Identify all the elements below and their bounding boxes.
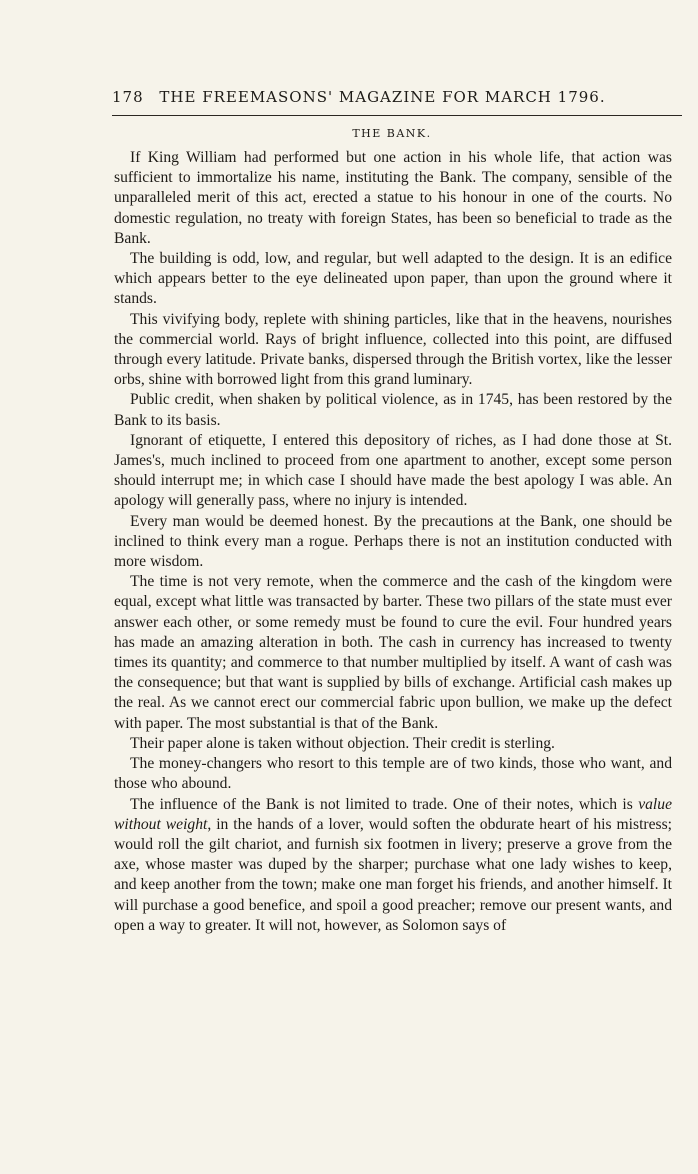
header-rule xyxy=(112,115,682,116)
paragraph: If King William had performed but one action in his whole life, that action was sufficient to immortalize his name, instituting the Bank. The company, sensible of the unparalleled merit of this act, erected a statue to his honour in one of the courts. No domestic regulation, no treaty with foreign States, has been so beneficial to trade as the Bank. xyxy=(114,149,672,247)
magazine-title: THE FREEMASONS' MAGAZINE FOR MARCH 1796. xyxy=(159,88,606,106)
paragraph: Public credit, when shaken by political violence, as in 1745, has been restored by the Bank to its basis. xyxy=(114,391,672,429)
article-body xyxy=(114,148,672,936)
paragraph: This vivifying body, replete with shining particles, like that in the heavens, nourishes the commercial world. Rays of bright influence, collected into this point, are diffused through every latitude. Private banks, dispersed through the British vortex, like the lesser orbs, shine with borrowed light from this grand luminary. xyxy=(114,310,672,389)
page-number: 178 xyxy=(112,88,144,106)
paragraph-text: The influence of the Bank is not limited to trade. One of their notes, which is xyxy=(130,795,639,813)
paragraph-text: , in the hands of a lover, would soften the obdurate heart of his mistress; would roll the gilt chariot, and furnish six footmen in livery; preserve a grove from the axe, whose master was duped by the sharper; purchase what one lady wishes to keep, and keep another from the town; make one man forget his friends, and another himself. It will purchase a good benefice, and spoil a good preacher; remove our present wants, and open a way to greater. It will not, however, as Solomon says of xyxy=(114,815,672,934)
paragraph: Their paper alone is taken without objection. Their credit is sterling. xyxy=(130,734,555,752)
article-heading: THE BANK. xyxy=(352,127,432,140)
paragraph: Ignorant of etiquette, I entered this depository of riches, as I had done those at St. James's, much inclined to proceed from one apartment to another, except some person should interrupt me; in which case I should have made the best apology I was able. An apology will generally pass, where no injury is intended. xyxy=(114,431,672,510)
running-header xyxy=(112,88,672,106)
paragraph: Every man would be deemed honest. By the precautions at the Bank, one should be inclined to think every man a rogue. Perhaps there is not an institution conducted with more wisdom. xyxy=(114,512,672,571)
paragraph: The building is odd, low, and regular, but well adapted to the design. It is an edifice which appears better to the eye delineated upon paper, than upon the ground where it stands. xyxy=(114,250,672,308)
italic-phrase: value without weight xyxy=(114,795,672,833)
paragraph: The time is not very remote, when the commerce and the cash of the kingdom were equal, except what little was transacted by barter. These two pillars of the state must ever answer each other, or some remedy must be found to cure the evil. Four hundred years has made an amazing alteration in both. The cash in currency has increased to twenty times its quantity; and commerce to that number multiplied by itself. A want of cash was the consequence; but that want is supplied by bills of exchange. Artificial cash makes up the real. As we cannot erect our commercial fabric upon bullion, we make up the defect with paper. The most substantial is that of the Bank. xyxy=(114,573,672,732)
paragraph: The money-changers who resort to this temple are of two kinds, those who want, and those who abound. xyxy=(114,755,672,793)
paragraph-last xyxy=(114,795,672,936)
